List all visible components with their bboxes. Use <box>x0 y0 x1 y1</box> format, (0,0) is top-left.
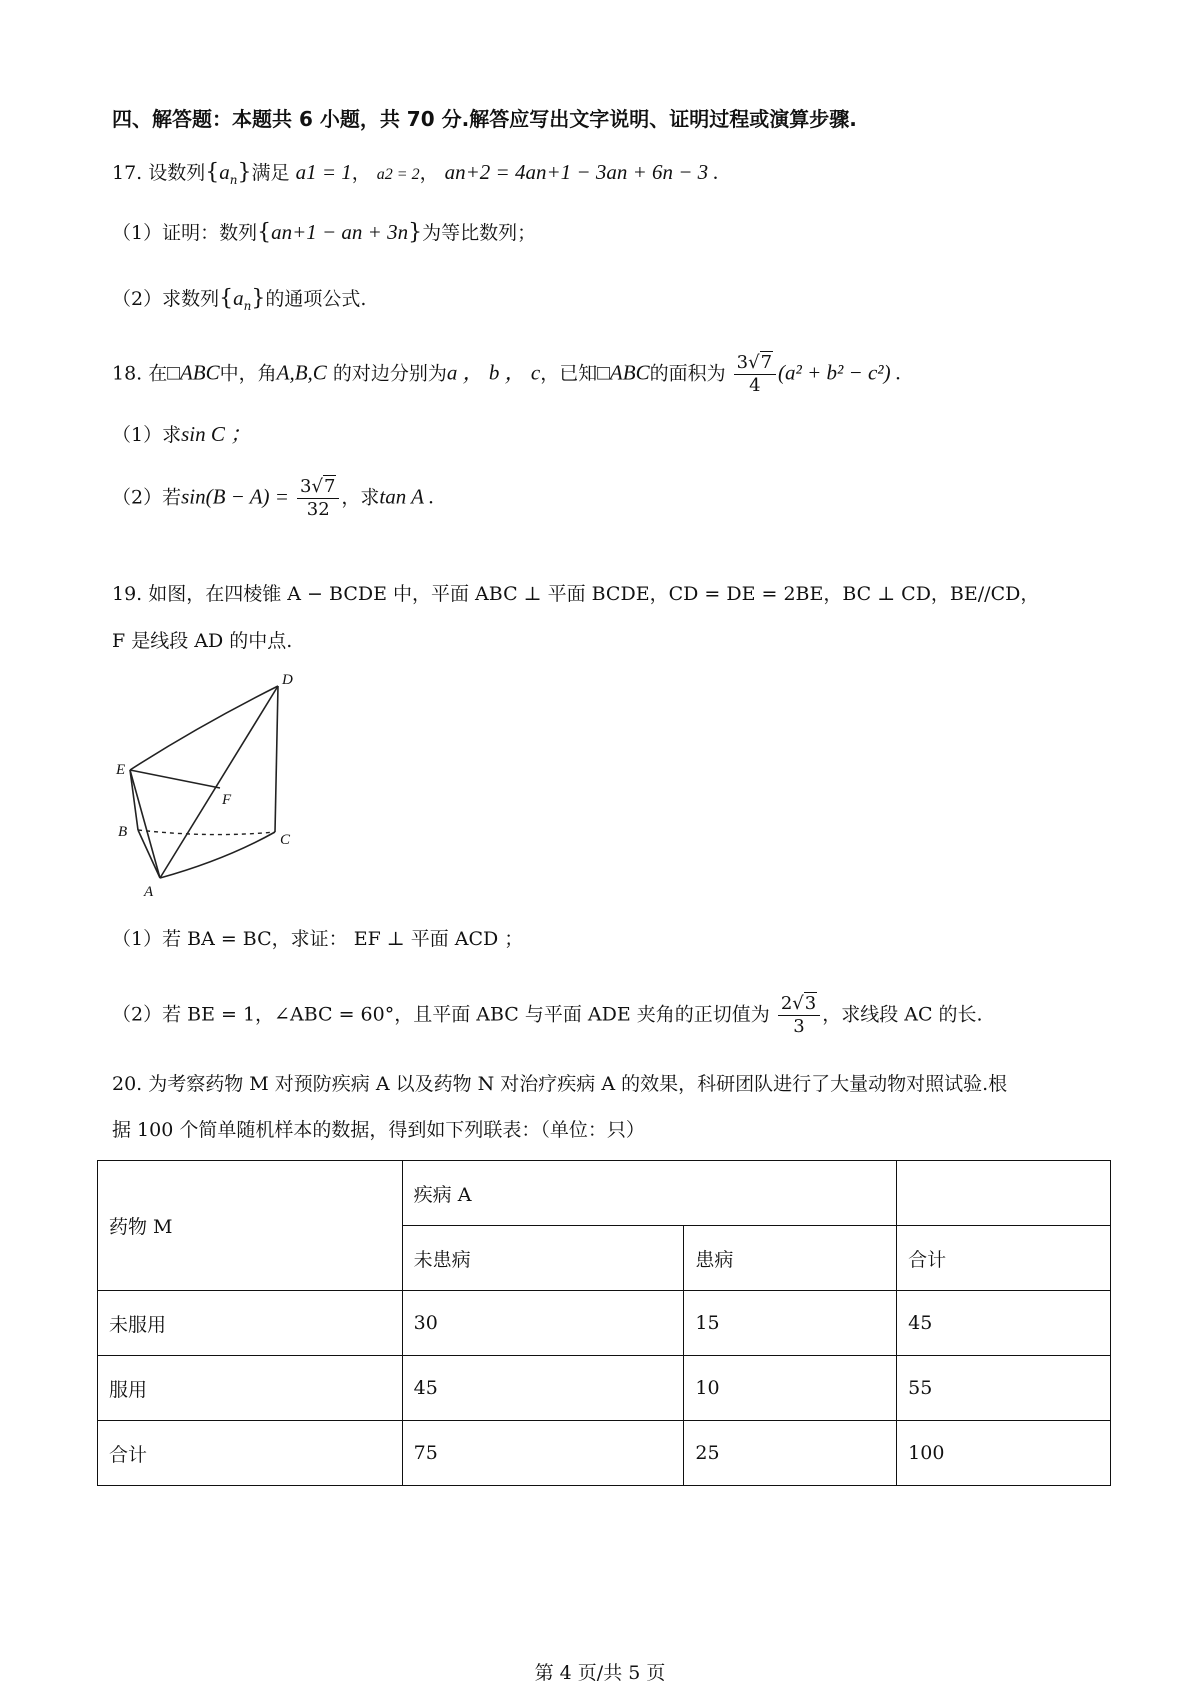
q17-p2-label: （2）求数列 <box>112 288 220 310</box>
edge-ED <box>130 686 278 770</box>
q18-text-2: 中，角 <box>219 362 277 385</box>
table-row <box>98 1421 1111 1486</box>
q18-coef-fraction: $\frac{3√7}{4}$ <box>734 352 776 397</box>
q17-text-1: 设数列 <box>148 162 206 184</box>
q18-triangle-2: □ABC <box>597 360 650 385</box>
table-col-header: 患病 <box>684 1226 897 1291</box>
q17-cond1: a1 = 1 <box>295 160 352 184</box>
edge-DA <box>160 686 278 878</box>
q18-stem <box>112 352 901 397</box>
q17-part1: （1）证明：数列{an+1 − an + 3n}为等比数列； <box>112 220 537 245</box>
table-cell: 45 <box>897 1291 1111 1356</box>
table-row-label: 合计 <box>98 1421 403 1486</box>
q18-coef-den: 4 <box>749 375 761 396</box>
q17-p1-tail: 为等比数列； <box>422 222 537 244</box>
q19-part2 <box>112 993 983 1038</box>
q18-p1-expr: sin C ； <box>181 422 252 446</box>
table-group-header: 疾病 A <box>402 1161 897 1226</box>
q18-p2-lhs: sin(B − A) = <box>181 484 289 509</box>
table-cell: 45 <box>402 1356 684 1421</box>
q18-text-4: ，已知 <box>540 362 598 385</box>
label-C: C <box>280 832 291 848</box>
q18-coef-num: 3 <box>736 352 749 373</box>
q18-p2-num: 3 <box>300 476 312 497</box>
q17-p1-label: （1）证明：数列 <box>112 222 258 244</box>
q18-p2-tail: ，求 <box>341 486 380 509</box>
label-B: B <box>118 824 128 840</box>
q17-stem: 17. 设数列$\{a_n\}$满足 a1 = 1， a2 = 2， an+2 = 4an+1 − 3an + 6n − 3 . <box>112 160 719 187</box>
q18-sides: a ， b ， c <box>446 360 541 385</box>
q19-p2-a: （2）若 BE = 1，∠ABC = 60°，且平面 ABC 与平面 ADE 夹角的正切值为 <box>112 1003 770 1026</box>
edge-AC <box>160 832 275 878</box>
q18-angles: A,B,C <box>276 360 327 385</box>
q19-part1: （1）若 BA = BC，求证： EF ⊥ 平面 ACD ； <box>112 928 524 950</box>
table-cell: 15 <box>684 1291 897 1356</box>
edge-DC <box>275 686 278 832</box>
table-cell: 25 <box>684 1421 897 1486</box>
q17-part2: （2）求数列$\{a_n\}$的通项公式. <box>112 286 367 313</box>
edge-EA <box>130 770 160 878</box>
edge-EF <box>130 770 220 788</box>
label-A: A <box>144 884 154 900</box>
table-corner: 药物 M <box>98 1161 403 1291</box>
table-row <box>98 1356 1111 1421</box>
q18-p2-fraction: $\frac{3√7}{32}$ <box>297 476 339 521</box>
q17-p2-seq-sub: n <box>243 298 252 313</box>
section-heading: 四、解答题：本题共 6 小题，共 70 分.解答应写出文字说明、证明过程或演算步骤. <box>112 107 857 131</box>
q18-triangle-1: □ABC <box>167 360 220 385</box>
edge-BC-hidden <box>138 830 275 835</box>
table-cell: 55 <box>897 1356 1111 1421</box>
pyramid-figure <box>110 670 310 900</box>
q19-line2: F 是线段 AD 的中点. <box>112 630 293 652</box>
table-empty-cell <box>897 1161 1111 1226</box>
q18-part1 <box>112 420 251 449</box>
table-header-row-1 <box>98 1161 1111 1226</box>
contingency-table <box>97 1160 1111 1486</box>
q20-line1: 20. 为考察药物 M 对预防疾病 A 以及药物 N 对治疗疾病 A 的效果，科研团队进行了大量动物对照试验.根 <box>112 1073 1008 1095</box>
table-col-header: 合计 <box>897 1226 1111 1291</box>
q20-line2: 据 100 个简单随机样本的数据，得到如下列联表：（单位：只） <box>112 1119 645 1141</box>
q17-seq-sub: n <box>229 172 238 187</box>
table-cell: 10 <box>684 1356 897 1421</box>
q18-text-5: 的面积为 <box>649 362 726 385</box>
label-E: E <box>116 762 126 778</box>
q17-p1-expr: an+1 − an + 3n <box>271 220 409 244</box>
q18-p2-label: （2）若 <box>112 486 182 509</box>
q18-p2-rad: 7 <box>323 476 336 497</box>
q18-p2-den: 32 <box>306 499 330 520</box>
table-row-label: 服用 <box>98 1356 403 1421</box>
q18-p2-ask: tan A . <box>379 484 435 509</box>
q18-text-1: 在 <box>148 362 168 385</box>
q17-p2-tail: 的通项公式. <box>265 288 367 310</box>
edge-EB <box>130 770 138 830</box>
q17-text-2: 满足 <box>251 162 290 184</box>
q17-seq: a <box>219 160 230 184</box>
q17-cond2: a2 = 2 <box>376 166 420 183</box>
q19-p2-num: 2 <box>780 993 793 1014</box>
q18-number: 18. <box>112 362 143 385</box>
q19-p2-fraction: $\frac{2√3}{3}$ <box>778 993 820 1038</box>
table-cell: 30 <box>402 1291 684 1356</box>
q19-p2-den: 3 <box>793 1016 805 1037</box>
table-cell: 75 <box>402 1421 684 1486</box>
q18-coef-rad: 7 <box>760 352 773 373</box>
q19-p2-b: ，求线段 AC 的长. <box>822 1003 983 1026</box>
page-footer: 第 4 页/共 5 页 <box>534 1662 666 1684</box>
q18-text-3: 的对边分别为 <box>332 362 447 385</box>
q18-part2 <box>112 476 434 521</box>
q17-p2-seq: a <box>233 286 244 310</box>
q19-p2-rad: 3 <box>804 993 817 1014</box>
table-row-label: 未服用 <box>98 1291 403 1356</box>
table-col-header: 未患病 <box>402 1226 684 1291</box>
q17-number: 17. <box>112 162 143 184</box>
q19-line1: 19. 如图，在四棱锥 A − BCDE 中，平面 ABC ⊥ 平面 BCDE，CD = DE = 2BE，BC ⊥ CD，BE//CD， <box>112 583 1040 605</box>
q18-area-expr: (a² + b² − c²) . <box>778 360 902 385</box>
q17-cond3: an+2 = 4an+1 − 3an + 6n − 3 . <box>444 160 719 184</box>
label-D: D <box>282 672 293 688</box>
table-cell: 100 <box>897 1421 1111 1486</box>
table-row <box>98 1291 1111 1356</box>
q18-p1-label: （1）求 <box>112 424 182 446</box>
label-F: F <box>222 792 232 808</box>
